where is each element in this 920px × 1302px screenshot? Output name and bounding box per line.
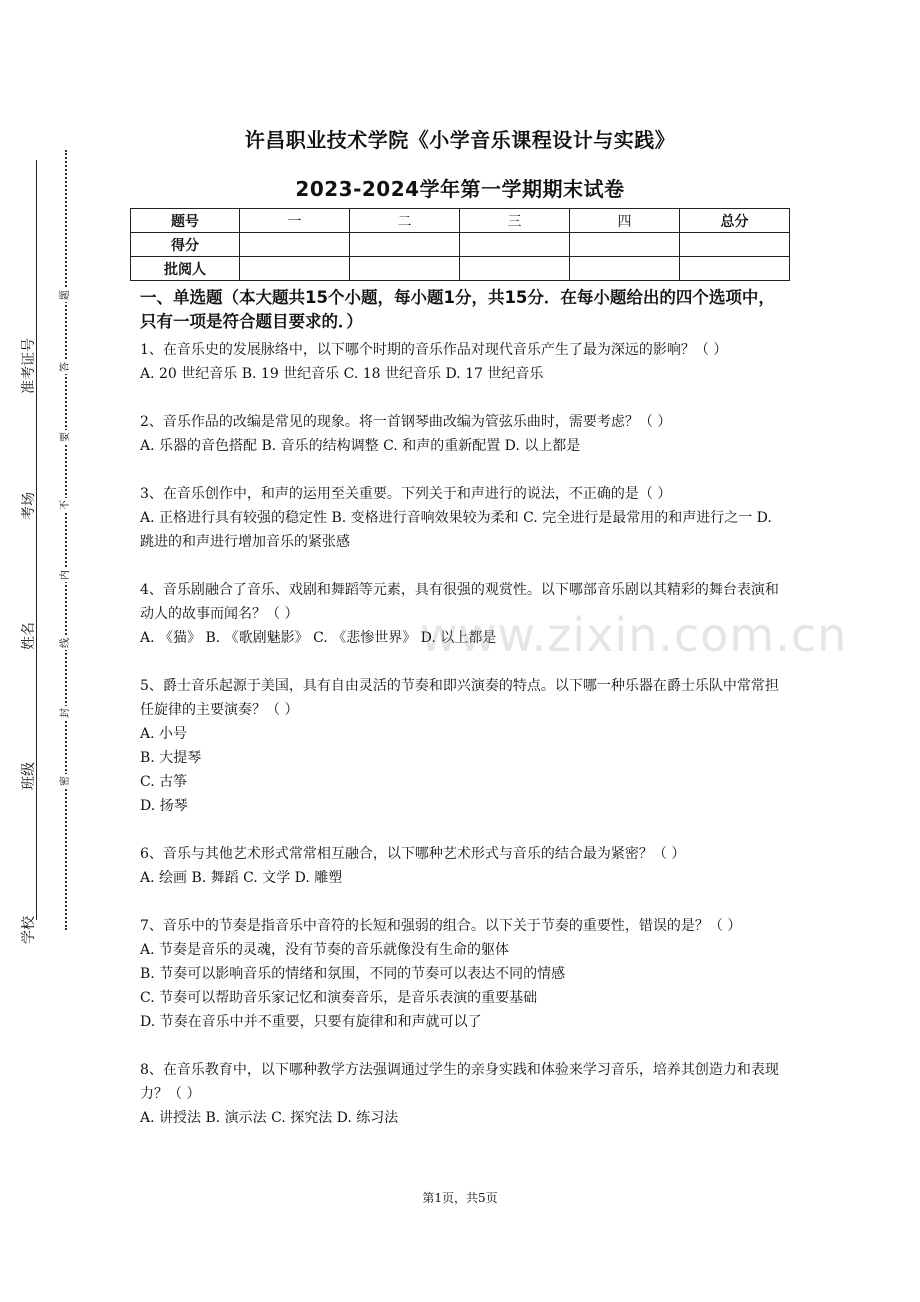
page-number: 第1页，共5页 (422, 1191, 498, 1205)
score-col-total: 总分 (680, 209, 790, 233)
seal-char: 答 (58, 360, 74, 374)
grader-cell (460, 257, 570, 281)
field-school (8, 860, 48, 1000)
question-option: A. 正格进行具有较强的稳定性 B. 变格进行音响效果较为柔和 C. 完全进行是最常用的和声进行之一 D. 跳进的和声进行增加音乐的紧张感 (140, 510, 772, 550)
question-option: A. 节奏是音乐的灵魂，没有节奏的音乐就像没有生命的躯体 (140, 942, 510, 958)
question-item (140, 1058, 790, 1130)
question-option: A. 乐器的音色搭配 B. 音乐的结构调整 C. 和声的重新配置 D. 以上都是 (140, 438, 581, 454)
field-exam-number (8, 296, 48, 436)
exam-subtitle: 2023-2024学年第一学期期末试卷 (295, 177, 625, 201)
exam-title: 许昌职业技术学院《小学音乐课程设计与实践》 (244, 128, 676, 152)
grader-cell (680, 257, 790, 281)
field-name (8, 566, 48, 706)
question-option: A. 《猫》 B. 《歌剧魅影》 C. 《悲惨世界》 D. 以上都是 (140, 630, 497, 646)
question-section (140, 286, 790, 1154)
grader-row-label: 批阅人 (131, 257, 240, 281)
score-col-label: 题号 (131, 209, 240, 233)
score-cell (570, 233, 680, 257)
grader-cell (570, 257, 680, 281)
question-item (140, 410, 790, 458)
seal-char: 要 (58, 430, 74, 444)
question-item (140, 674, 790, 818)
question-stem: 8、在音乐教育中，以下哪种教学方法强调通过学生的亲身实践和体验来学习音乐，培养其创造力和表现力？（ ） (140, 1062, 779, 1102)
question-option: C. 古筝 (140, 774, 188, 790)
question-stem: 1、在音乐史的发展脉络中，以下哪个时期的音乐作品对现代音乐产生了最为深远的影响？（ ） (140, 342, 728, 358)
seal-char: 密 (58, 774, 74, 788)
score-row-label: 得分 (131, 233, 240, 257)
question-stem: 4、音乐剧融合了音乐、戏剧和舞蹈等元素，具有很强的观赏性。以下哪部音乐剧以其精彩的舞台表演和动人的故事而闻名？（ ） (140, 582, 779, 622)
question-option: D. 扬琴 (140, 798, 188, 814)
score-cell (350, 233, 460, 257)
seal-char: 封 (58, 706, 74, 720)
question-option: A. 讲授法 B. 演示法 C. 探究法 D. 练习法 (140, 1110, 399, 1126)
section-heading: 一、单选题（本大题共15个小题，每小题1分，共15分．在每小题给出的四个选项中，只有一项是符合题目要求的．） (140, 288, 775, 331)
score-row (131, 233, 790, 257)
question-item (140, 482, 790, 554)
question-stem: 7、音乐中的节奏是指音乐中音符的长短和强弱的组合。以下关于节奏的重要性，错误的是？（ ） (140, 918, 742, 934)
grader-row (131, 257, 790, 281)
field-exam-room (8, 436, 48, 576)
field-class (8, 706, 48, 846)
question-list (140, 338, 790, 1130)
score-col-1: 一 (240, 209, 350, 233)
seal-char: 线 (58, 636, 74, 650)
question-stem: 2、音乐作品的改编是常见的现象。将一首钢琴曲改编为管弦乐曲时，需要考虑？（ ） (140, 414, 672, 430)
seal-dotted-line (65, 150, 67, 930)
question-option: B. 大提琴 (140, 750, 202, 766)
watermark: www.zixin.com.cn (420, 608, 848, 662)
score-col-3: 三 (460, 209, 570, 233)
question-item (140, 842, 790, 890)
score-cell (240, 233, 350, 257)
question-stem: 6、音乐与其他艺术形式常常相互融合，以下哪种艺术形式与音乐的结合最为紧密？（ ） (140, 846, 686, 862)
question-option: A. 小号 (140, 726, 188, 742)
question-option: B. 节奏可以影响音乐的情绪和氛围，不同的节奏可以表达不同的情感 (140, 966, 566, 982)
score-cell (460, 233, 570, 257)
score-col-2: 二 (350, 209, 460, 233)
question-stem: 5、爵士音乐起源于美国，具有自由灵活的节奏和即兴演奏的特点。以下哪一种乐器在爵士乐队中常常担任旋律的主要演奏？（ ） (140, 678, 779, 718)
field-exam-number-label: 准考证号 (21, 338, 37, 394)
grader-cell (240, 257, 350, 281)
question-option: C. 节奏可以帮助音乐家记忆和演奏音乐，是音乐表演的重要基础 (140, 990, 538, 1006)
question-stem: 3、在音乐创作中，和声的运用至关重要。下列关于和声进行的说法，不正确的是（ ） (140, 486, 672, 502)
question-item (140, 338, 790, 386)
score-col-4: 四 (570, 209, 680, 233)
question-item (140, 914, 790, 1034)
score-table-header-row (131, 209, 790, 233)
seal-char: 题 (58, 288, 74, 302)
question-option: D. 节奏在音乐中并不重要，只要有旋律和和声就可以了 (140, 1014, 482, 1030)
field-school-label: 学校 (21, 916, 37, 944)
seal-char: 内 (58, 568, 74, 582)
question-option: A. 20 世纪音乐 B. 19 世纪音乐 C. 18 世纪音乐 D. 17 世纪音乐 (140, 366, 544, 382)
field-name-label: 姓名 (21, 622, 37, 650)
grader-cell (350, 257, 460, 281)
field-class-label: 班级 (21, 762, 37, 790)
question-option: A. 绘画 B. 舞蹈 C. 文学 D. 雕塑 (140, 870, 343, 886)
seal-char: 不 (58, 498, 74, 512)
field-exam-room-label: 考场 (21, 492, 37, 520)
score-cell (680, 233, 790, 257)
score-table (130, 208, 790, 281)
